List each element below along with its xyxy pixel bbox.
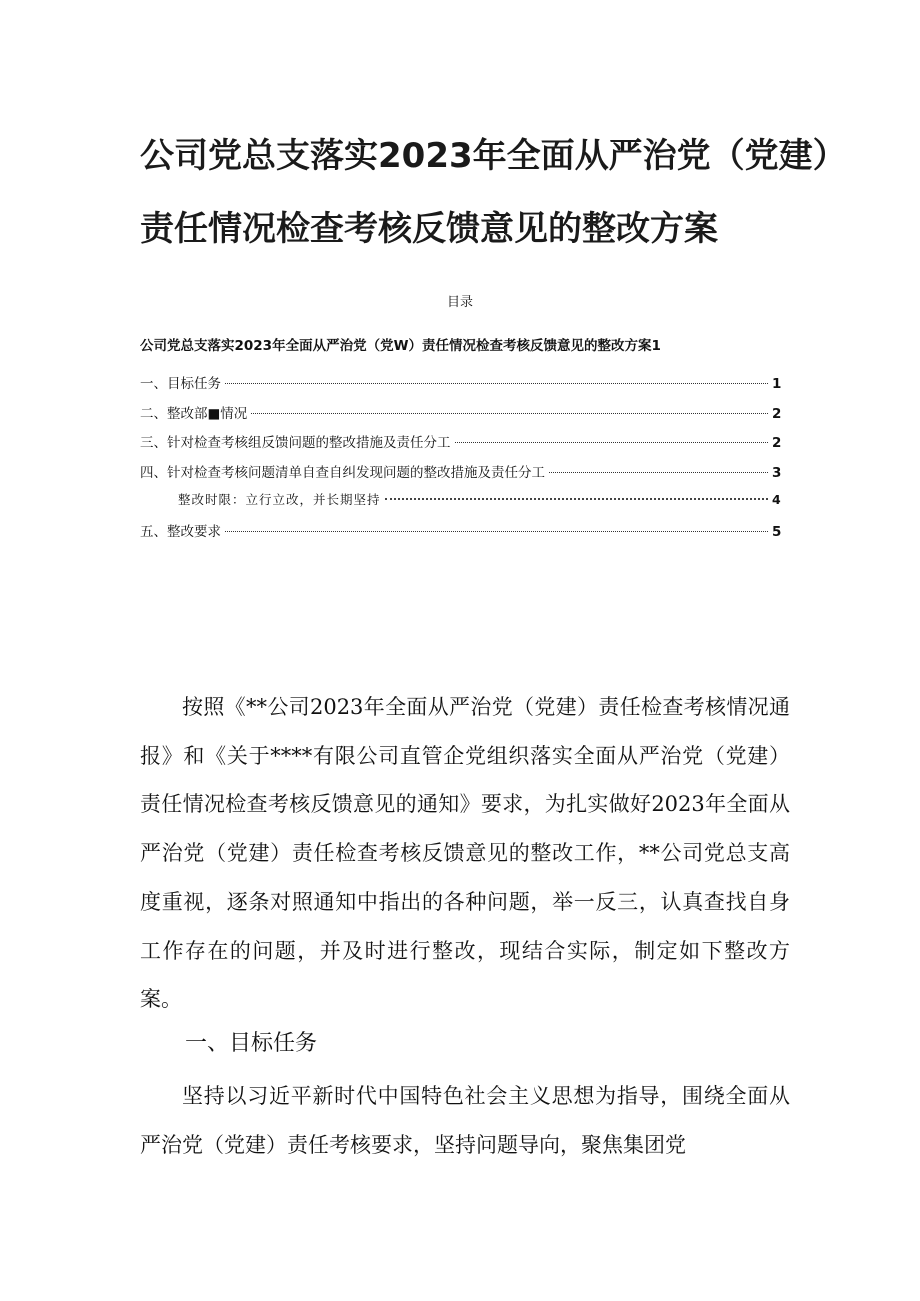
toc-item-page: 4 [772, 492, 782, 508]
toc-item[interactable] [140, 402, 780, 432]
toc-item-label: 三、针对检查考核组反馈问题的整改措施及责任分工 [140, 435, 451, 452]
toc-leader-dots [455, 442, 769, 443]
toc-item-page: 5 [772, 523, 782, 540]
toc-leader-dots [549, 472, 768, 473]
toc-heading: 目录 [446, 295, 473, 310]
toc-item[interactable] [140, 431, 780, 461]
document-title-line1: 公司党总支落实2023年全面从严治党（党建） [140, 136, 847, 176]
toc-item[interactable] [140, 520, 780, 550]
toc-leader-dots [251, 413, 768, 414]
intro-paragraph: 按照《**公司2023年全面从严治党（党建）责任检查考核情况通报》和《关于****有限公司直管企党组织落实全面从严治党（党建）责任情况检查考核反馈意见的通知》要求，为扎实做好2023年全面从严治党（党建）责任检查考核反馈意见的整改工作，**公司党总支高度重视，逐条对照通知中指出的各种问题，举一反三，认真查找自身工作存在的问题，并及时进行整改，现结合实际，制定如下整改方案。 [140, 695, 790, 1012]
toc-item-page: 3 [772, 464, 782, 481]
section-heading: 一、目标任务 [185, 1031, 318, 1056]
toc-item-page: 1 [772, 376, 782, 392]
toc-item-label: 二、整改部■情况 [140, 405, 248, 422]
toc-item[interactable] [140, 461, 780, 491]
toc-leader-dots [225, 383, 768, 384]
toc-item-page: 2 [772, 405, 782, 422]
table-of-contents [140, 372, 780, 550]
toc-item-label: 五、整改要求 [140, 523, 221, 540]
toc-document-entry: 公司党总支落实2023年全面从严治党（党W）责任情况检查考核反馈意见的整改方案1 [140, 338, 661, 354]
section-paragraph: 坚持以习近平新时代中国特色社会主义思想为指导，围绕全面从严治党（党建）责任考核要求，坚持问题导向，聚焦集团党 [140, 1084, 790, 1157]
toc-item-label: 四、针对检查考核问题清单自查自纠发现问题的整改措施及责任分工 [140, 464, 545, 481]
document-title-line2: 责任情况检查考核反馈意见的整改方案 [140, 209, 718, 249]
toc-leader-dots [225, 531, 768, 532]
toc-item[interactable] [140, 372, 780, 402]
toc-item-page: 2 [772, 435, 782, 452]
toc-item-label: 整改时限：立行立改，并长期坚持 [178, 492, 381, 508]
toc-subitem[interactable] [140, 490, 780, 520]
toc-item-label: 一、目标任务 [140, 376, 221, 392]
toc-leader-dots [385, 498, 768, 500]
